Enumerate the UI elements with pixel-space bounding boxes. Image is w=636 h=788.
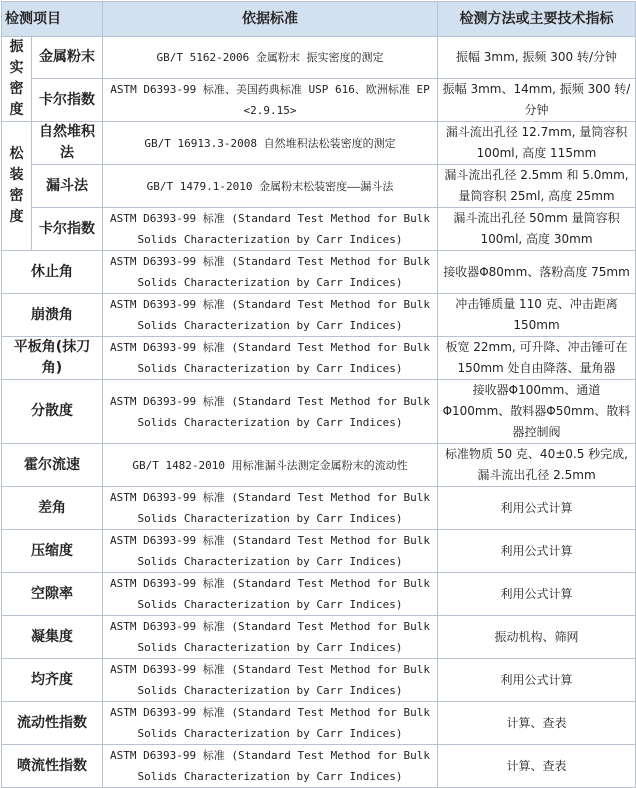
method-text: 漏斗流出孔径 50mm 量筒容积 100ml, 高度 30mm [438,208,636,251]
item-name: 金属粉末 [32,37,103,79]
category-bulk-density: 松装密度 [2,122,32,251]
item-name: 漏斗法 [32,165,103,208]
standard-text: ASTM D6393-99 标准 (Standard Test Method for Bulk Solids Characterization by Carr Indices) [103,530,438,573]
table-row [2,380,636,444]
method-text: 振动机构、筛网 [438,616,636,659]
standards-table [1,1,636,788]
standard-text: ASTM D6393-99 标准 (Standard Test Method for Bulk Solids Characterization by Carr Indices) [103,294,438,337]
item-name: 凝集度 [2,616,103,659]
table-row [2,337,636,380]
table-row [2,444,636,487]
standard-text: ASTM D6393-99 标准 (Standard Test Method for Bulk Solids Characterization by Carr Indices) [103,380,438,444]
method-text: 利用公式计算 [438,659,636,702]
item-name: 卡尔指数 [32,208,103,251]
standard-text: GB/T 16913.3-2008 自然堆积法松装密度的测定 [103,122,438,165]
standard-text: GB/T 1482-2010 用标准漏斗法测定金属粉末的流动性 [103,444,438,487]
standard-text: ASTM D6393-99 标准 (Standard Test Method for Bulk Solids Characterization by Carr Indices) [103,487,438,530]
table-row [2,79,636,122]
method-text: 冲击锤质量 110 克、冲击距离 150mm [438,294,636,337]
method-text: 振幅 3mm, 振频 300 转/分钟 [438,37,636,79]
header-method: 检测方法或主要技术指标 [438,2,636,37]
method-text: 标准物质 50 克、40±0.5 秒完成, 漏斗流出孔径 2.5mm [438,444,636,487]
table-row [2,122,636,165]
item-name: 休止角 [2,251,103,294]
table-row [2,208,636,251]
item-name: 流动性指数 [2,702,103,745]
item-name: 空隙率 [2,573,103,616]
method-text: 计算、查表 [438,702,636,745]
method-text: 接收器Φ100mm、通道Φ100mm、散料器Φ50mm、散料器控制阀 [438,380,636,444]
method-text: 利用公式计算 [438,573,636,616]
header-row [2,2,636,37]
category-tap-density: 振实密度 [2,37,32,122]
item-name: 压缩度 [2,530,103,573]
standard-text: ASTM D6393-99 标准 (Standard Test Method for Bulk Solids Characterization by Carr Indices) [103,616,438,659]
standard-text: ASTM D6393-99 标准 (Standard Test Method for Bulk Solids Characterization by Carr Indices) [103,702,438,745]
table-row [2,659,636,702]
method-text: 振幅 3mm、14mm, 振频 300 转/分钟 [438,79,636,122]
standard-text: GB/T 5162-2006 金属粉末 振实密度的测定 [103,37,438,79]
table-row [2,702,636,745]
item-name: 喷流性指数 [2,745,103,788]
standard-text: ASTM D6393-99 标准、美国药典标准 USP 616、欧洲标准 EP <2.9.15> [103,79,438,122]
table-row [2,165,636,208]
item-name: 霍尔流速 [2,444,103,487]
item-name: 均齐度 [2,659,103,702]
method-text: 漏斗流出孔径 2.5mm 和 5.0mm, 量筒容积 25ml, 高度 25mm [438,165,636,208]
header-item: 检测项目 [2,2,103,37]
method-text: 利用公式计算 [438,530,636,573]
item-name: 自然堆积法 [32,122,103,165]
method-text: 利用公式计算 [438,487,636,530]
standard-text: ASTM D6393-99 标准 (Standard Test Method for Bulk Solids Characterization by Carr Indices) [103,251,438,294]
table-row [2,294,636,337]
table-row [2,37,636,79]
item-name: 卡尔指数 [32,79,103,122]
table-row [2,573,636,616]
standard-text: ASTM D6393-99 标准 (Standard Test Method for Bulk Solids Characterization by Carr Indices) [103,745,438,788]
standard-text: ASTM D6393-99 标准 (Standard Test Method for Bulk Solids Characterization by Carr Indices) [103,208,438,251]
method-text: 接收器Φ80mm、落粉高度 75mm [438,251,636,294]
table-row [2,530,636,573]
table-row [2,745,636,788]
method-text: 漏斗流出孔径 12.7mm, 量筒容积 100ml, 高度 115mm [438,122,636,165]
item-name: 平板角(抹刀角) [2,337,103,380]
table-row [2,251,636,294]
standard-text: ASTM D6393-99 标准 (Standard Test Method for Bulk Solids Characterization by Carr Indices) [103,659,438,702]
standard-text: ASTM D6393-99 标准 (Standard Test Method for Bulk Solids Characterization by Carr Indices) [103,337,438,380]
standard-text: ASTM D6393-99 标准 (Standard Test Method for Bulk Solids Characterization by Carr Indices) [103,573,438,616]
table-row [2,487,636,530]
table-row [2,616,636,659]
method-text: 板宽 22mm, 可升降、冲击锤可在 150mm 处自由降落、量角器 [438,337,636,380]
item-name: 崩溃角 [2,294,103,337]
item-name: 分散度 [2,380,103,444]
method-text: 计算、查表 [438,745,636,788]
header-standard: 依据标准 [103,2,438,37]
standard-text: GB/T 1479.1-2010 金属粉末松装密度——漏斗法 [103,165,438,208]
item-name: 差角 [2,487,103,530]
